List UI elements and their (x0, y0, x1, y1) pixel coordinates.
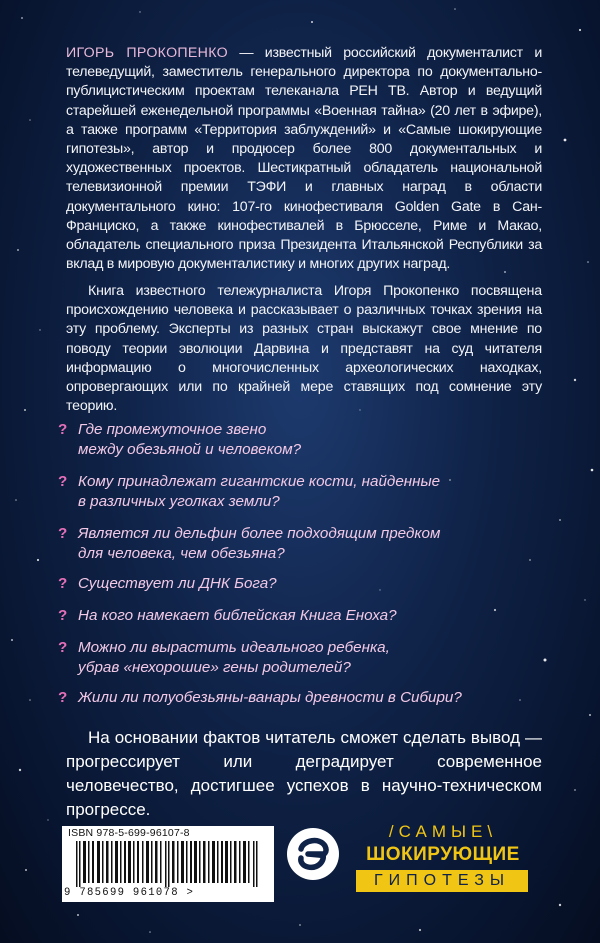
series-line-1: /САМЫЕ\ (388, 822, 498, 841)
question-bullet-icon: ? (58, 421, 68, 438)
question-item: ? Существует ли ДНК Бога? (58, 575, 277, 592)
series-logo (354, 820, 532, 896)
author-bio-text: — известный российский документалист и телеведущий, заместитель генерального директора по документально-публицистическим проектам телеканала РЕН ТВ. Автор и ведущий старейшей еженедельной программы «Военная тайна» (20 лет в эфире), а также программ «Территория заблуждений» и «Самые шокирующие гипотезы», автор и продюсер более 800 документальных и художественных проектов. Шестикратный обладатель национальной телевизионной премии ТЭФИ и главных наград в области документального кино: 107-го кинофестиваля Golden Gate в Сан-Франциско, а также кинофестивалей в Брюсселе, Риме и Макао, обладатель специального приза Президента Итальянской Республики за вклад в мировую документалистику и многих других наград. (66, 45, 542, 273)
question-item: ? Кому принадлежат гигантские кости, найденные в различных уголках земли? (58, 473, 441, 510)
question-item: ? Является ли дельфин более подходящим предком для человека, чем обезьяна? (58, 525, 441, 562)
question-item: ? Жили ли полуобезьяны-ванары древности в Сибири? (58, 689, 462, 706)
eksmo-logo-icon (286, 827, 340, 881)
book-description: Книга известного тележурналиста Игоря Прокопенко посвящена происхождению человека и рассказывает о различных точках зрения на эту проблему. Эксперты из разных стран выскажут свое мнение по поводу теории эволюции Дарвина и представят на суд читателя информацию о многочисленных археологических находках, опровергающих или по крайней мере ставящих под сомнение эту теорию. (66, 283, 542, 415)
question-bullet-icon: ? (58, 639, 68, 656)
question-bullet-icon: ? (58, 525, 68, 542)
barcode-icon (66, 841, 270, 887)
barcode-number: 9 785699 961078 > (64, 887, 195, 899)
question-item: ? На кого намекает библейская Книга Еноха? (58, 607, 397, 624)
series-line-3: ГИПОТЕЗЫ (356, 870, 528, 892)
series-line-2: ШОКИРУЮЩИЕ (366, 844, 520, 865)
barcode-label (62, 826, 274, 902)
question-item: ? Можно ли вырастить идеального ребенка, убрав «нехорошие» гены родителей? (58, 639, 390, 676)
question-bullet-icon: ? (58, 607, 68, 624)
isbn-text: ISBN 978-5-699-96107-8 (68, 827, 190, 839)
author-bio (66, 44, 542, 274)
question-item: ? Где промежуточное звено между обезьяной и человеком? (58, 421, 302, 458)
question-bullet-icon: ? (58, 689, 68, 706)
conclusion-text: На основании фактов читатель сможет сделать вывод — прогрессирует или деградирует современное человечество, достигшее успехов в научно-техническом прогрессе. (66, 728, 542, 819)
question-bullet-icon: ? (58, 575, 68, 592)
question-bullet-icon: ? (58, 473, 68, 490)
author-name: ИГОРЬ ПРОКОПЕНКО (66, 45, 228, 61)
